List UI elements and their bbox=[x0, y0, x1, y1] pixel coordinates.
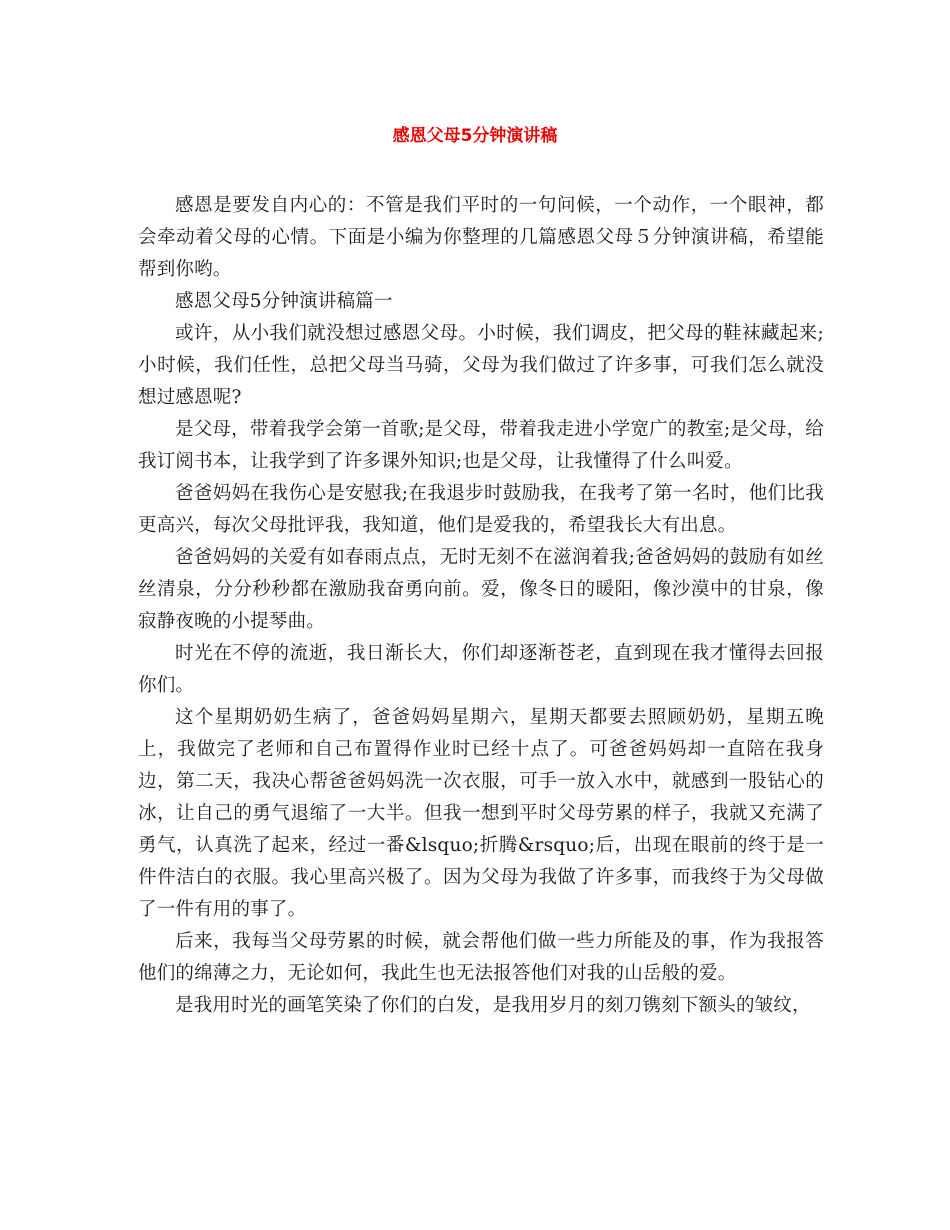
paragraph: 爸爸妈妈在我伤心是安慰我;在我退步时鼓励我，在我考了第一名时，他们比我更高兴，每次父母批评我，我知道，他们是爱我的，希望我长大有出息。 bbox=[138, 483, 824, 536]
paragraph: 是我用时光的画笔笑染了你们的白发，是我用岁月的刻刀镌刻下额头的皱纹， bbox=[175, 995, 811, 1016]
paragraph: 爸爸妈妈的关爱有如春雨点点，无时无刻不在滋润着我;爸爸妈妈的鼓励有如丝丝清泉，分分秒秒都在激励我奋勇向前。爱，像冬日的暖阳，像沙漠中的甘泉，像寂静夜晚的小提琴曲。 bbox=[138, 547, 824, 632]
document-body bbox=[138, 190, 824, 1022]
paragraph: 是父母，带着我学会第一首歌;是父母，带着我走进小学宽广的教室;是父母，给我订阅书本，让我学到了许多课外知识;也是父母，让我懂得了什么叫爱。 bbox=[138, 419, 824, 472]
paragraph: 这个星期奶奶生病了，爸爸妈妈星期六，星期天都要去照顾奶奶，星期五晚上，我做完了老师和自己布置得作业时已经十点了。可爸爸妈妈却一直陪在我身边，第二天，我决心帮爸爸妈妈洗一次衣服，可手一放入水中，就感到一股钻心的冰，让自己的勇气退缩了一大半。但我一想到平时父母劳累的样子，我就又充满了勇气，认真洗了起来，经过一番&lsquo;折腾&rsquo;后，出现在眼前的终于是一件件洁白的衣服。我心里高兴极了。因为父母为我做了许多事，而我终于为父母做了一件有用的事了。 bbox=[138, 707, 824, 920]
document-title: 感恩父母5分钟演讲稿 bbox=[392, 126, 558, 146]
section-heading: 感恩父母5分钟演讲稿篇一 bbox=[175, 291, 393, 312]
paragraph: 时光在不停的流逝，我日渐长大，你们却逐渐苍老，直到现在我才懂得去回报你们。 bbox=[138, 643, 824, 696]
paragraph: 后来，我每当父母劳累的时候，就会帮他们做一些力所能及的事，作为我报答他们的绵薄之力，无论如何，我此生也无法报答他们对我的山岳般的爱。 bbox=[138, 931, 824, 984]
paragraph-intro: 感恩是要发自内心的：不管是我们平时的一句问候，一个动作，一个眼神，都会牵动着父母的心情。下面是小编为你整理的几篇感恩父母５分钟演讲稿，希望能帮到你哟。 bbox=[138, 195, 824, 280]
paragraph: 或许，从小我们就没想过感恩父母。小时候，我们调皮，把父母的鞋袜藏起来;小时候，我们任性，总把父母当马骑，父母为我们做过了许多事，可我们怎么就没想过感恩呢? bbox=[138, 323, 824, 408]
